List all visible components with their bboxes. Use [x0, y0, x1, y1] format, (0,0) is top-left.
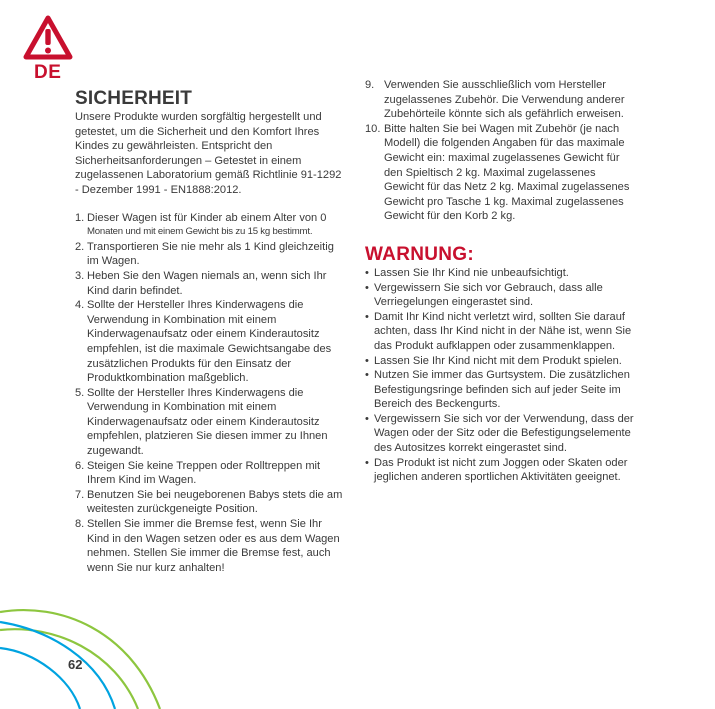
list-item: 3. Heben Sie den Wagen niemals an, wenn sich Ihr Kind darin befindet. — [75, 269, 327, 297]
safety-intro: Unsere Produkte wurden sorgfältig hergestellt und getestet, um die Sicherheit und den Komfort Ihres Kindes zu gewährleisten. Entspricht den Sicherheitsanforderungen – Getestet in einem zugelassenen Laboratorium gemäß Richtlinie 91-1292 - Dezember 1991 - EN1888:2012. — [75, 111, 342, 196]
list-item: • Nutzen Sie immer das Gurtsystem. Die zusätzlichen Befestigungsringe befinden sich auf jeder Seite im Bereich des Beckengurts. — [365, 369, 630, 411]
safety-list-left — [75, 211, 347, 576]
list-item: • Lassen Sie Ihr Kind nie unbeaufsichtigt. — [365, 266, 569, 279]
warning-list — [365, 266, 637, 485]
list-item: 8. Stellen Sie immer die Bremse fest, wenn Sie Ihr Kind in den Wagen setzen oder es aus dem Wagen nehmen. Stellen Sie immer die Bremse fest, auch wenn Sie nur kurz anhalten! — [75, 518, 340, 574]
safety-warning-column — [365, 78, 637, 485]
list-item: 5. Sollte der Hersteller Ihres Kinderwagens die Verwendung in Kombination mit einem Kinderwagenaufsatz oder einem Kinderautositz empfehlen, platzieren Sie diesen immer zu Ihnen zugewandt. — [75, 386, 328, 458]
list-item: • Damit Ihr Kind nicht verletzt wird, sollten Sie darauf achten, dass Ihr Kind nicht in der Nähe ist, wenn Sie das Produkt aufklappen oder zusammenklappen. — [365, 310, 632, 352]
decorative-curves — [0, 590, 180, 709]
language-label: DE — [34, 62, 62, 83]
list-item: 9. Verwenden Sie ausschließlich vom Hersteller zugelassenes Zubehör. Die Verwendung anderer Zubehörteile könnte sich als gefährlich erweisen. — [365, 79, 625, 121]
safety-column — [75, 88, 347, 575]
warning-triangle-icon — [22, 14, 74, 62]
list-item: • Vergewissern Sie sich vor Gebrauch, dass alle Verriegelungen eingerastet sind. — [365, 281, 603, 309]
item-1-line-1: Dieser Wagen ist für Kinder ab einem Alter von 0 — [87, 211, 327, 224]
safety-list-right — [365, 78, 637, 224]
item-1-line-2: Monaten und mit einem Gewicht bis zu 15 kg bestimmt. — [87, 226, 313, 238]
list-item: 2. Transportieren Sie nie mehr als 1 Kind gleichzeitig im Wagen. — [75, 240, 334, 268]
safety-title: SICHERHEIT — [75, 88, 193, 109]
list-item: 4. Sollte der Hersteller Ihres Kinderwagens die Verwendung in Kombination mit einem Kinderwagenaufsatz oder einem Kinderautositz empfehlen, ist die maximale Gewichtsangabe des zusätzlichen Produkts für den Einsatz der Produktkombination maßgeblich. — [75, 299, 332, 385]
page-number: 62 — [68, 657, 83, 672]
list-item: 1. Dieser Wagen ist für Kinder ab einem Alter von 0 Monaten und mit einem Gewicht bis zu 15 kg bestimmt. — [75, 211, 347, 240]
warning-title: WARNUNG: — [365, 243, 474, 265]
list-item: 6. Steigen Sie keine Treppen oder Rolltreppen mit Ihrem Kind im Wagen. — [75, 459, 321, 487]
list-item: • Vergewissern Sie sich vor der Verwendung, dass der Wagen oder der Sitz oder die Befestigungselemente des Autositzes korrekt eingerastet sind. — [365, 412, 634, 455]
list-item: 7. Benutzen Sie bei neugeborenen Babys stets die am weitesten zurückgeneigte Position. — [75, 488, 343, 516]
list-item: 10. Bitte halten Sie bei Wagen mit Zubehör (je nach Modell) die folgenden Angaben für das maximale Gewicht ein: maximal zugelassenes Gewicht für den Spieltisch 2 kg. Maximal zugelassenes Gewicht für das Netz 2 kg. Maximal zugelassenes Gewicht pro Tasche 1 kg. Maximal zugelassenes Gewicht für den Korb 2 kg. — [365, 122, 630, 223]
list-item: • Lassen Sie Ihr Kind nicht mit dem Produkt spielen. — [365, 354, 622, 367]
list-item: • Das Produkt ist nicht zum Joggen oder Skaten oder jeglichen anderen sportlichen Aktivitäten geeignet. — [365, 456, 628, 484]
